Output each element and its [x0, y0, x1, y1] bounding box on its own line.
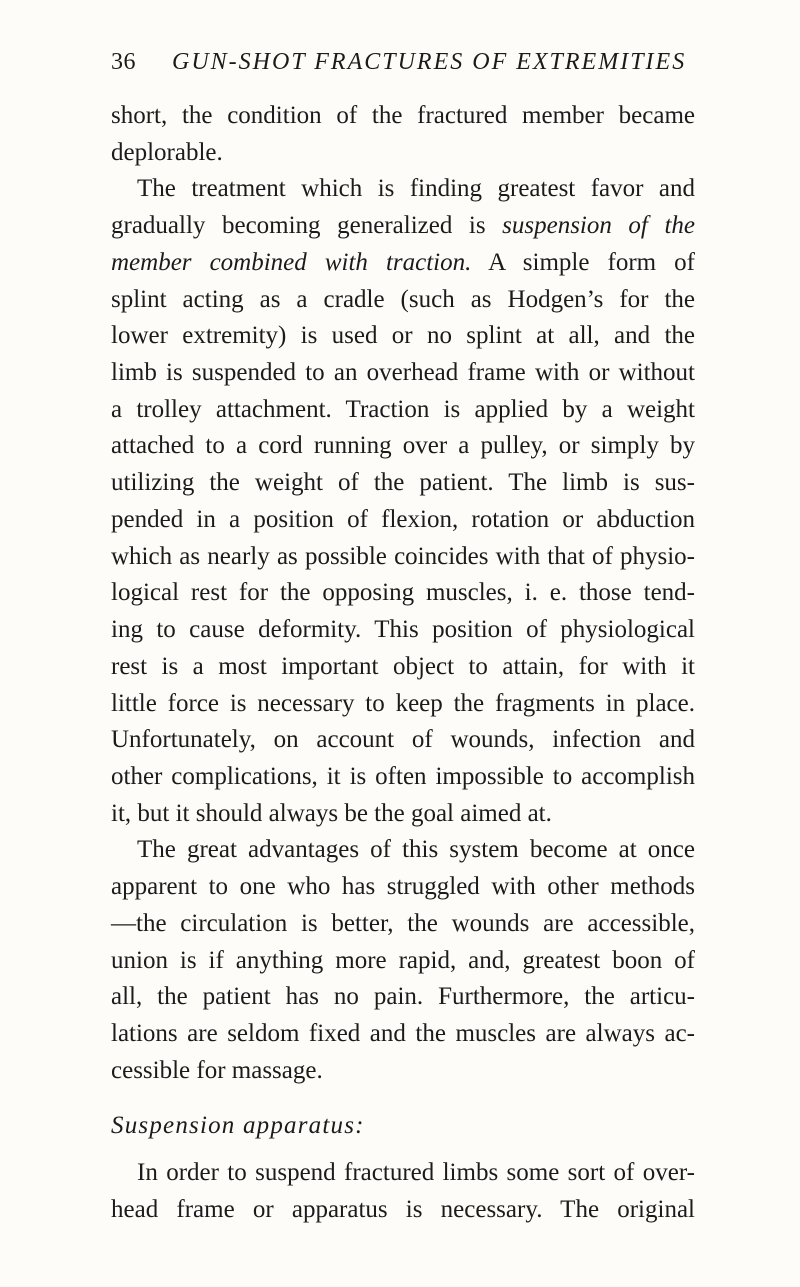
text-line: it, but it should always be the goal aimed at.: [111, 799, 552, 827]
section-heading: [111, 1108, 695, 1145]
section-heading-text: Suspension apparatus:: [111, 1112, 365, 1140]
text-line: limb is suspended to an overhead frame with or without: [111, 359, 695, 387]
emphasis-text: suspension of the: [502, 212, 695, 240]
running-title: GUN-SHOT FRACTURES OF EXTREMITIES: [172, 49, 687, 75]
text-line: other complications, it is often impossible to accomplish: [111, 762, 695, 790]
text-line: logical rest for the opposing muscles, i. e. those tend-: [111, 579, 695, 607]
text-line: all, the patient has no pain. Furthermore, the articu-: [111, 983, 695, 1011]
text-line: [111, 208, 695, 245]
text-line: attached to a cord running over a pulley, or simply by: [111, 432, 695, 460]
text-line: [111, 245, 695, 282]
text-line: The treatment which is finding greatest favor and: [137, 175, 695, 203]
running-head: [111, 44, 711, 80]
text-line: deplorable.: [111, 138, 223, 166]
text-line: Unfortunately, on account of wounds, infection and: [111, 726, 695, 754]
page-number: 36: [111, 49, 136, 75]
text-line: head frame or apparatus is necessary. The original: [111, 1195, 695, 1223]
body-text: [111, 98, 695, 1229]
text-line: rest is a most important object to attain, for with it: [111, 652, 695, 680]
text-line: short, the condition of the fractured member became: [111, 102, 695, 129]
emphasis-text: member combined with traction.: [111, 248, 472, 276]
text-line: which as nearly as possible coincides with that of physio-: [111, 542, 695, 570]
text-line: splint acting as a cradle (such as Hodgen’s for the: [111, 285, 695, 313]
text-line: little force is necessary to keep the fragments in place.: [111, 689, 695, 717]
text-line: union is if anything more rapid, and, greatest boon of: [111, 946, 695, 974]
text-line: pended in a position of flexion, rotation or abduction: [111, 505, 695, 533]
text-line: In order to suspend fractured limbs some sort of over-: [137, 1159, 695, 1187]
text-line: The great advantages of this system become at once: [137, 836, 695, 864]
text-line: apparent to one who has struggled with other methods: [111, 873, 695, 901]
text-line: lations are seldom fixed and the muscles are always ac-: [111, 1019, 695, 1047]
text-line: lower extremity) is used or no splint at all, and the: [111, 322, 695, 350]
text-line: a trolley attachment. Traction is applied by a weight: [111, 395, 695, 423]
text-span: gradually becoming generalized is: [111, 212, 503, 240]
text-line: cessible for massage.: [111, 1056, 323, 1084]
text-line: utilizing the weight of the patient. The limb is sus-: [111, 469, 695, 497]
text-span: A simple form of: [471, 248, 696, 276]
text-line: —the circulation is better, the wounds are accessible,: [111, 909, 695, 937]
text-line: ing to cause deformity. This position of physiological: [111, 616, 695, 644]
